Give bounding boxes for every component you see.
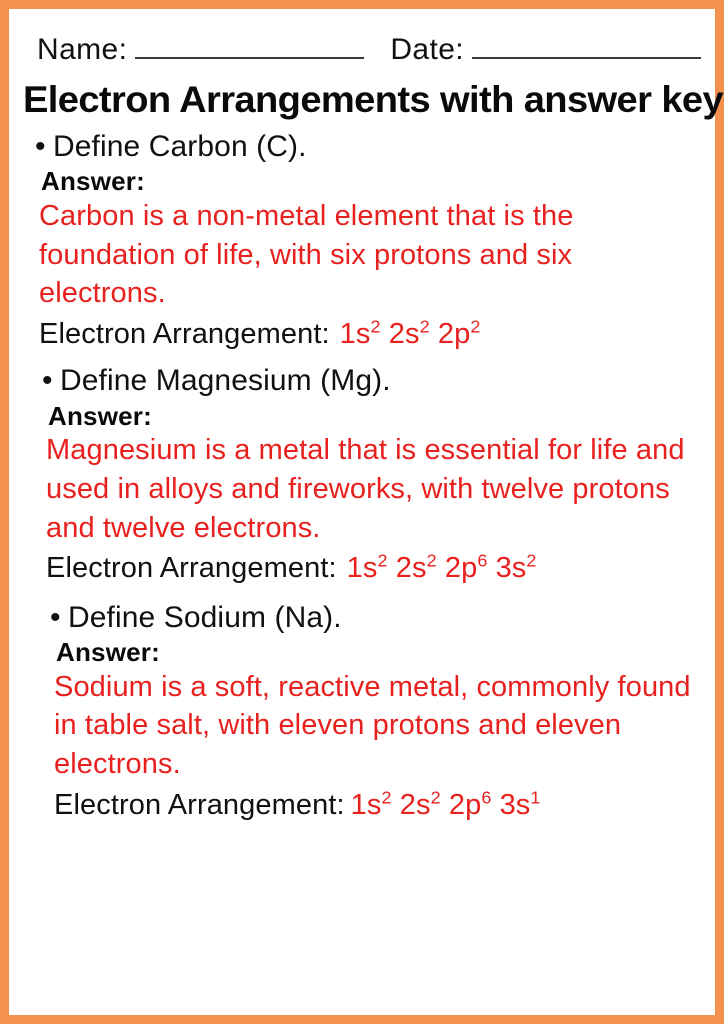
date-label: Date: bbox=[390, 33, 465, 66]
bullet-icon: • bbox=[35, 130, 46, 163]
question-block-1 bbox=[19, 131, 705, 351]
electron-arrangement-3 bbox=[54, 788, 705, 823]
electron-configuration-3: $1s^2$ $2s^2$ $2p^6$ $3s^1$ bbox=[350, 786, 541, 821]
question-prompt-3 bbox=[50, 602, 705, 634]
electron-arrangement-label-3: Electron Arrangement: bbox=[54, 788, 345, 821]
question-block-3 bbox=[19, 602, 705, 822]
question-text-1: Define Carbon (C). bbox=[53, 130, 307, 163]
name-date-row bbox=[19, 33, 705, 67]
electron-arrangement-label-2: Electron Arrangement: bbox=[46, 552, 337, 585]
name-label: Name: bbox=[37, 33, 128, 66]
answer-label-1: Answer: bbox=[41, 166, 145, 197]
question-block-2 bbox=[19, 365, 705, 585]
bullet-icon: • bbox=[42, 364, 53, 398]
question-prompt-1 bbox=[35, 131, 705, 163]
name-write-line[interactable] bbox=[135, 57, 364, 59]
date-write-line[interactable] bbox=[472, 57, 701, 59]
answer-text-1: Carbon is a non-metal element that is the foundation of life, with six protons and six electrons. bbox=[39, 199, 574, 310]
answer-text-2: Magnesium is a metal that is essential for life and used in alloys and fireworks, with twelve protons and twelve electrons. bbox=[46, 434, 685, 544]
bullet-icon: • bbox=[50, 600, 61, 634]
question-text-2: Define Magnesium (Mg). bbox=[60, 364, 391, 398]
page-title: Electron Arrangements with answer key bbox=[23, 79, 724, 120]
electron-configuration-2: $1s^2$ $2s^2$ $2p^6$ $3s^2$ bbox=[346, 550, 537, 585]
question-prompt-2 bbox=[42, 365, 705, 397]
answer-text-3: Sodium is a soft, reactive metal, commonly found in table salt, with eleven protons and eleven electrons. bbox=[54, 670, 691, 781]
electron-arrangement-label-1: Electron Arrangement: bbox=[39, 317, 330, 350]
answer-label-3: Answer: bbox=[56, 637, 160, 668]
electron-arrangement-1 bbox=[39, 317, 705, 352]
answer-label-2: Answer: bbox=[48, 400, 152, 431]
electron-configuration-1: $1s^2$ $2s^2$ $2p^2$ bbox=[339, 316, 481, 350]
electron-arrangement-2 bbox=[46, 551, 705, 586]
question-text-3: Define Sodium (Na). bbox=[68, 600, 342, 634]
worksheet-sheet bbox=[9, 9, 724, 1015]
